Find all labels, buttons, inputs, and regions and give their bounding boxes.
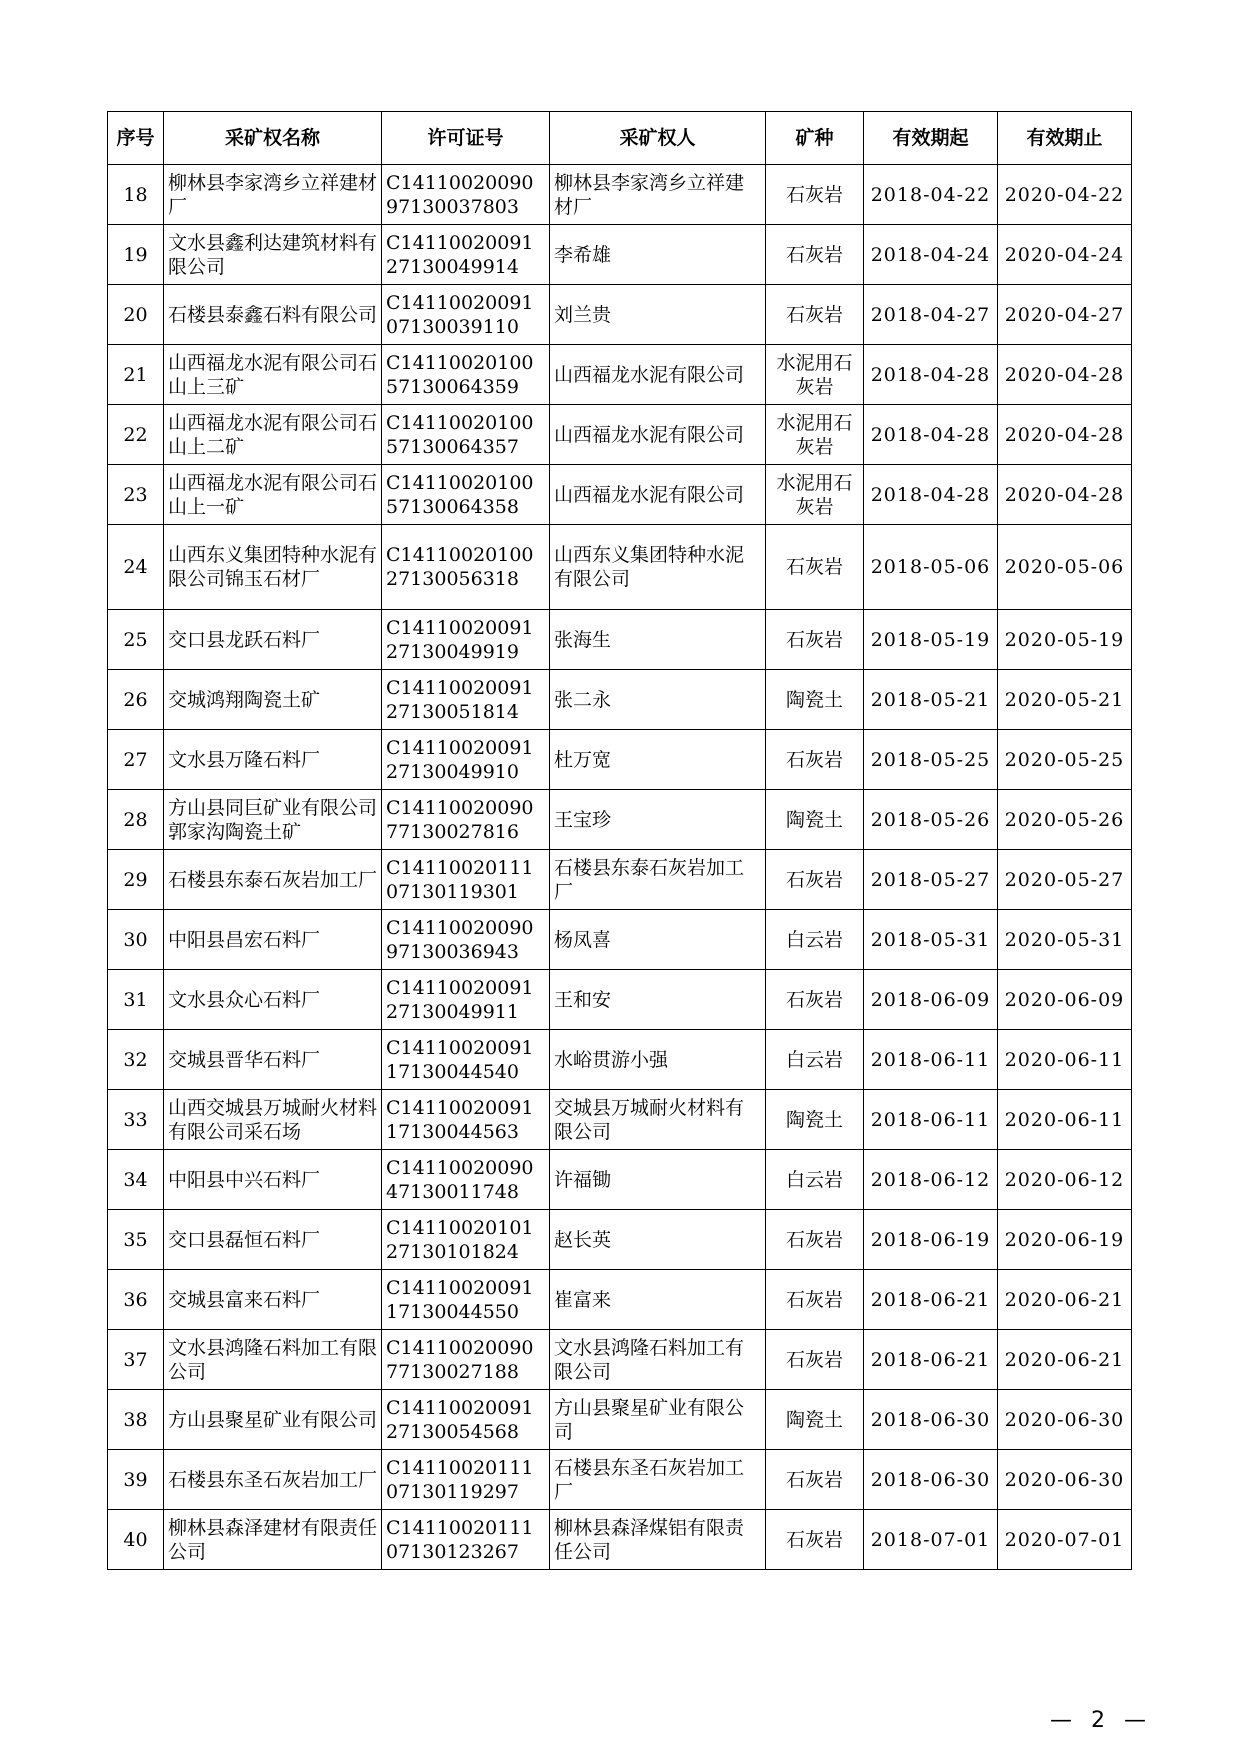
cell-valid-from: 2018-06-12 xyxy=(864,1150,998,1210)
cell-valid-to: 2020-07-01 xyxy=(998,1510,1132,1570)
cell-valid-to: 2020-04-28 xyxy=(998,345,1132,405)
cell-rights-holder: 刘兰贵 xyxy=(550,285,766,345)
table-row xyxy=(108,405,1132,465)
cell-license-number: C1411002009127130054568 xyxy=(382,1390,550,1450)
cell-mineral-type: 水泥用石灰岩 xyxy=(766,345,864,405)
cell-index: 29 xyxy=(108,850,164,910)
cell-valid-from: 2018-06-21 xyxy=(864,1330,998,1390)
cell-mineral-type: 白云岩 xyxy=(766,1150,864,1210)
cell-mine-name: 交口县龙跃石料厂 xyxy=(164,610,382,670)
cell-mine-name: 方山县同巨矿业有限公司郭家沟陶瓷土矿 xyxy=(164,790,382,850)
cell-license-number: C1411002010057130064358 xyxy=(382,465,550,525)
cell-rights-holder: 柳林县森泽煤铝有限责任公司 xyxy=(550,1510,766,1570)
cell-mine-name: 文水县鸿隆石料加工有限公司 xyxy=(164,1330,382,1390)
cell-rights-holder: 山西福龙水泥有限公司 xyxy=(550,405,766,465)
table-row xyxy=(108,610,1132,670)
cell-rights-holder: 交城县万城耐火材料有限公司 xyxy=(550,1090,766,1150)
cell-rights-holder: 杜万宽 xyxy=(550,730,766,790)
cell-valid-to: 2020-04-28 xyxy=(998,465,1132,525)
cell-rights-holder: 王和安 xyxy=(550,970,766,1030)
cell-index: 28 xyxy=(108,790,164,850)
cell-valid-to: 2020-06-12 xyxy=(998,1150,1132,1210)
cell-valid-from: 2018-04-28 xyxy=(864,345,998,405)
cell-index: 39 xyxy=(108,1450,164,1510)
cell-index: 26 xyxy=(108,670,164,730)
cell-license-number: C1411002009117130044550 xyxy=(382,1270,550,1330)
cell-valid-to: 2020-06-11 xyxy=(998,1090,1132,1150)
cell-valid-from: 2018-06-11 xyxy=(864,1090,998,1150)
cell-valid-from: 2018-05-27 xyxy=(864,850,998,910)
cell-rights-holder: 杨凤喜 xyxy=(550,910,766,970)
cell-license-number: C1411002010127130101824 xyxy=(382,1210,550,1270)
cell-valid-from: 2018-04-28 xyxy=(864,465,998,525)
cell-rights-holder: 石楼县东泰石灰岩加工厂 xyxy=(550,850,766,910)
cell-valid-to: 2020-05-21 xyxy=(998,670,1132,730)
cell-rights-holder: 柳林县李家湾乡立祥建材厂 xyxy=(550,165,766,225)
table-row xyxy=(108,1210,1132,1270)
cell-mineral-type: 石灰岩 xyxy=(766,730,864,790)
cell-rights-holder: 山西东义集团特种水泥有限公司 xyxy=(550,525,766,610)
table-row xyxy=(108,1450,1132,1510)
cell-index: 27 xyxy=(108,730,164,790)
cell-index: 24 xyxy=(108,525,164,610)
cell-valid-to: 2020-05-27 xyxy=(998,850,1132,910)
cell-license-number: C1411002009127130049914 xyxy=(382,225,550,285)
cell-mineral-type: 水泥用石灰岩 xyxy=(766,465,864,525)
table-row xyxy=(108,910,1132,970)
cell-mine-name: 交口县磊恒石料厂 xyxy=(164,1210,382,1270)
cell-index: 34 xyxy=(108,1150,164,1210)
cell-rights-holder: 方山县聚星矿业有限公司 xyxy=(550,1390,766,1450)
cell-mineral-type: 陶瓷土 xyxy=(766,790,864,850)
cell-mineral-type: 石灰岩 xyxy=(766,610,864,670)
cell-valid-from: 2018-06-21 xyxy=(864,1270,998,1330)
cell-index: 20 xyxy=(108,285,164,345)
cell-index: 31 xyxy=(108,970,164,1030)
page-number: — 2 — xyxy=(1050,1708,1152,1733)
table-row xyxy=(108,1030,1132,1090)
cell-rights-holder: 山西福龙水泥有限公司 xyxy=(550,465,766,525)
cell-mine-name: 柳林县森泽建材有限责任公司 xyxy=(164,1510,382,1570)
cell-license-number: C1411002009127130051814 xyxy=(382,670,550,730)
cell-index: 38 xyxy=(108,1390,164,1450)
table-row xyxy=(108,730,1132,790)
header-valid-from: 有效期起 xyxy=(864,112,998,165)
cell-rights-holder: 赵长英 xyxy=(550,1210,766,1270)
cell-license-number: C1411002009117130044540 xyxy=(382,1030,550,1090)
table-row xyxy=(108,345,1132,405)
cell-license-number: C1411002009117130044563 xyxy=(382,1090,550,1150)
cell-valid-from: 2018-05-26 xyxy=(864,790,998,850)
cell-index: 23 xyxy=(108,465,164,525)
cell-mineral-type: 水泥用石灰岩 xyxy=(766,405,864,465)
table-row xyxy=(108,1270,1132,1330)
header-mineral-type: 矿种 xyxy=(766,112,864,165)
cell-mine-name: 文水县鑫利达建筑材料有限公司 xyxy=(164,225,382,285)
cell-mine-name: 交城县富来石料厂 xyxy=(164,1270,382,1330)
cell-mineral-type: 白云岩 xyxy=(766,910,864,970)
table-row xyxy=(108,225,1132,285)
table-row xyxy=(108,165,1132,225)
header-rights-holder: 采矿权人 xyxy=(550,112,766,165)
header-index: 序号 xyxy=(108,112,164,165)
cell-mineral-type: 石灰岩 xyxy=(766,1270,864,1330)
cell-mine-name: 山西福龙水泥有限公司石山上三矿 xyxy=(164,345,382,405)
cell-license-number: C1411002009107130039110 xyxy=(382,285,550,345)
cell-valid-from: 2018-05-31 xyxy=(864,910,998,970)
cell-mineral-type: 石灰岩 xyxy=(766,1450,864,1510)
table-row xyxy=(108,525,1132,610)
cell-valid-from: 2018-06-11 xyxy=(864,1030,998,1090)
table-row xyxy=(108,1390,1132,1450)
cell-mine-name: 柳林县李家湾乡立祥建材厂 xyxy=(164,165,382,225)
cell-valid-from: 2018-04-27 xyxy=(864,285,998,345)
cell-valid-from: 2018-05-25 xyxy=(864,730,998,790)
cell-rights-holder: 文水县鸿隆石料加工有限公司 xyxy=(550,1330,766,1390)
header-license-number: 许可证号 xyxy=(382,112,550,165)
cell-mineral-type: 石灰岩 xyxy=(766,285,864,345)
cell-mine-name: 山西福龙水泥有限公司石山上二矿 xyxy=(164,405,382,465)
cell-license-number: C1411002011107130119297 xyxy=(382,1450,550,1510)
table-row xyxy=(108,465,1132,525)
cell-valid-to: 2020-06-19 xyxy=(998,1210,1132,1270)
cell-license-number: C1411002009047130011748 xyxy=(382,1150,550,1210)
cell-valid-to: 2020-06-30 xyxy=(998,1390,1132,1450)
header-valid-to: 有效期止 xyxy=(998,112,1132,165)
cell-valid-to: 2020-05-25 xyxy=(998,730,1132,790)
cell-index: 25 xyxy=(108,610,164,670)
cell-license-number: C1411002010057130064357 xyxy=(382,405,550,465)
table-row xyxy=(108,285,1132,345)
cell-index: 36 xyxy=(108,1270,164,1330)
cell-mine-name: 石楼县东泰石灰岩加工厂 xyxy=(164,850,382,910)
cell-rights-holder: 张海生 xyxy=(550,610,766,670)
table-row xyxy=(108,970,1132,1030)
cell-mineral-type: 陶瓷土 xyxy=(766,1390,864,1450)
table-body xyxy=(108,165,1132,1570)
cell-rights-holder: 张二永 xyxy=(550,670,766,730)
cell-mineral-type: 石灰岩 xyxy=(766,525,864,610)
cell-license-number: C1411002009077130027188 xyxy=(382,1330,550,1390)
cell-mineral-type: 白云岩 xyxy=(766,1030,864,1090)
cell-valid-to: 2020-05-31 xyxy=(998,910,1132,970)
cell-mine-name: 山西交城县万城耐火材料有限公司采石场 xyxy=(164,1090,382,1150)
cell-valid-from: 2018-06-30 xyxy=(864,1390,998,1450)
cell-rights-holder: 水峪贯游小强 xyxy=(550,1030,766,1090)
cell-valid-to: 2020-06-21 xyxy=(998,1270,1132,1330)
cell-index: 22 xyxy=(108,405,164,465)
cell-mine-name: 中阳县昌宏石料厂 xyxy=(164,910,382,970)
cell-rights-holder: 李希雄 xyxy=(550,225,766,285)
cell-mineral-type: 陶瓷土 xyxy=(766,670,864,730)
cell-rights-holder: 山西福龙水泥有限公司 xyxy=(550,345,766,405)
cell-mineral-type: 石灰岩 xyxy=(766,970,864,1030)
table-row xyxy=(108,670,1132,730)
cell-mine-name: 文水县万隆石料厂 xyxy=(164,730,382,790)
cell-index: 19 xyxy=(108,225,164,285)
cell-license-number: C1411002011107130119301 xyxy=(382,850,550,910)
cell-valid-from: 2018-04-22 xyxy=(864,165,998,225)
cell-valid-to: 2020-06-11 xyxy=(998,1030,1132,1090)
table-row xyxy=(108,1330,1132,1390)
table-row xyxy=(108,1090,1132,1150)
cell-mine-name: 中阳县中兴石料厂 xyxy=(164,1150,382,1210)
cell-license-number: C1411002009097130037803 xyxy=(382,165,550,225)
cell-mine-name: 方山县聚星矿业有限公司 xyxy=(164,1390,382,1450)
cell-license-number: C1411002011107130123267 xyxy=(382,1510,550,1570)
cell-valid-to: 2020-06-21 xyxy=(998,1330,1132,1390)
cell-mineral-type: 石灰岩 xyxy=(766,1510,864,1570)
cell-valid-to: 2020-04-24 xyxy=(998,225,1132,285)
cell-mine-name: 山西福龙水泥有限公司石山上一矿 xyxy=(164,465,382,525)
cell-rights-holder: 许福锄 xyxy=(550,1150,766,1210)
cell-index: 37 xyxy=(108,1330,164,1390)
cell-index: 30 xyxy=(108,910,164,970)
cell-valid-to: 2020-04-27 xyxy=(998,285,1132,345)
cell-license-number: C1411002009077130027816 xyxy=(382,790,550,850)
header-mine-name: 采矿权名称 xyxy=(164,112,382,165)
cell-index: 40 xyxy=(108,1510,164,1570)
cell-index: 18 xyxy=(108,165,164,225)
cell-valid-from: 2018-04-24 xyxy=(864,225,998,285)
cell-mine-name: 石楼县泰鑫石料有限公司 xyxy=(164,285,382,345)
cell-mine-name: 文水县众心石料厂 xyxy=(164,970,382,1030)
cell-mine-name: 交城县晋华石料厂 xyxy=(164,1030,382,1090)
cell-index: 33 xyxy=(108,1090,164,1150)
cell-valid-to: 2020-05-26 xyxy=(998,790,1132,850)
cell-mineral-type: 石灰岩 xyxy=(766,225,864,285)
cell-license-number: C1411002009127130049919 xyxy=(382,610,550,670)
mining-rights-table xyxy=(107,111,1132,1570)
table-row xyxy=(108,1510,1132,1570)
cell-valid-from: 2018-06-09 xyxy=(864,970,998,1030)
cell-mineral-type: 陶瓷土 xyxy=(766,1090,864,1150)
cell-mine-name: 山西东义集团特种水泥有限公司锦玉石材厂 xyxy=(164,525,382,610)
cell-rights-holder: 石楼县东圣石灰岩加工厂 xyxy=(550,1450,766,1510)
cell-mineral-type: 石灰岩 xyxy=(766,850,864,910)
table-row xyxy=(108,850,1132,910)
cell-valid-to: 2020-05-06 xyxy=(998,525,1132,610)
cell-mine-name: 石楼县东圣石灰岩加工厂 xyxy=(164,1450,382,1510)
cell-license-number: C1411002010057130064359 xyxy=(382,345,550,405)
cell-valid-from: 2018-07-01 xyxy=(864,1510,998,1570)
cell-license-number: C1411002010027130056318 xyxy=(382,525,550,610)
cell-valid-from: 2018-05-06 xyxy=(864,525,998,610)
cell-license-number: C1411002009097130036943 xyxy=(382,910,550,970)
cell-mineral-type: 石灰岩 xyxy=(766,1330,864,1390)
cell-index: 32 xyxy=(108,1030,164,1090)
cell-valid-from: 2018-05-19 xyxy=(864,610,998,670)
table-row xyxy=(108,1150,1132,1210)
cell-valid-to: 2020-06-30 xyxy=(998,1450,1132,1510)
cell-rights-holder: 崔富来 xyxy=(550,1270,766,1330)
cell-license-number: C1411002009127130049910 xyxy=(382,730,550,790)
cell-valid-from: 2018-06-30 xyxy=(864,1450,998,1510)
cell-valid-to: 2020-06-09 xyxy=(998,970,1132,1030)
cell-mineral-type: 石灰岩 xyxy=(766,1210,864,1270)
cell-mineral-type: 石灰岩 xyxy=(766,165,864,225)
table-row xyxy=(108,790,1132,850)
cell-index: 21 xyxy=(108,345,164,405)
cell-valid-from: 2018-05-21 xyxy=(864,670,998,730)
cell-mine-name: 交城鸿翔陶瓷土矿 xyxy=(164,670,382,730)
cell-valid-from: 2018-06-19 xyxy=(864,1210,998,1270)
cell-valid-from: 2018-04-28 xyxy=(864,405,998,465)
table-header-row xyxy=(108,112,1132,165)
cell-valid-to: 2020-04-22 xyxy=(998,165,1132,225)
cell-index: 35 xyxy=(108,1210,164,1270)
cell-valid-to: 2020-05-19 xyxy=(998,610,1132,670)
cell-rights-holder: 王宝珍 xyxy=(550,790,766,850)
cell-license-number: C1411002009127130049911 xyxy=(382,970,550,1030)
cell-valid-to: 2020-04-28 xyxy=(998,405,1132,465)
